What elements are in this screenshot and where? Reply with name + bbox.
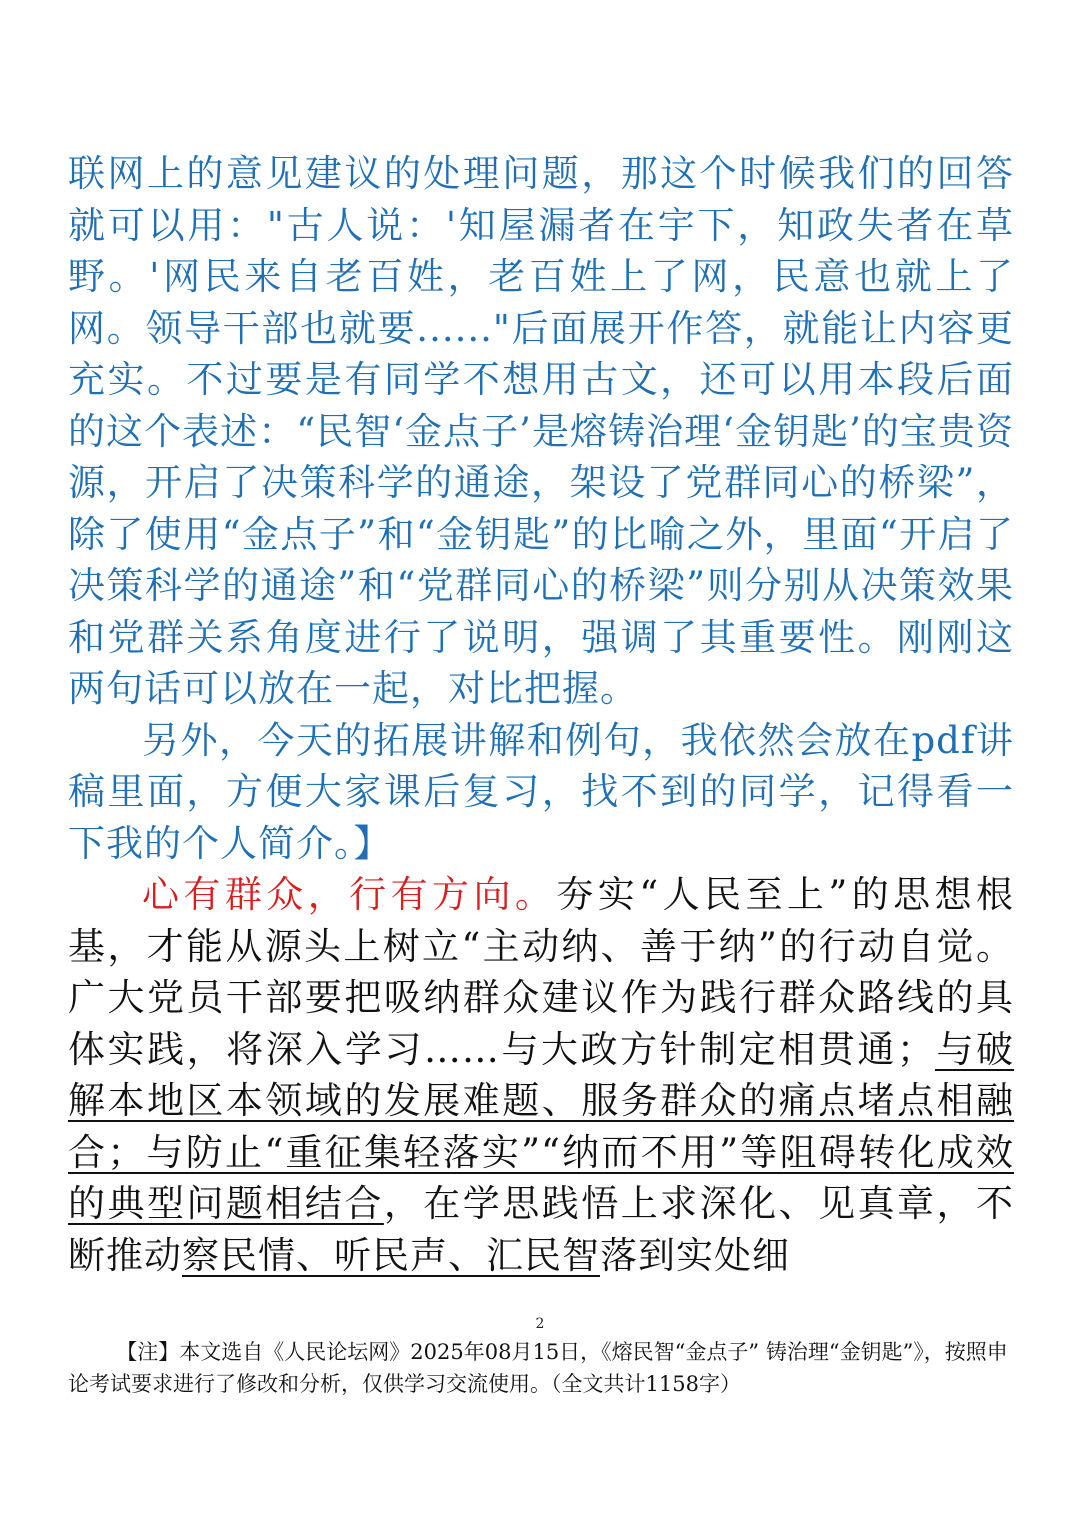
underlined-text-1: 与破解本地区本领域的发展难题、服务群众的痛点堵点相融合；与防止“重征集轻落实”“纳而不用”等阻碍转化成效的典型问题相结合 — [68, 1027, 1015, 1225]
document-body — [68, 148, 1014, 1281]
analysis-paragraph-1: 联网上的意见建议的处理问题，那这个时候我们的回答就可以用："古人说：'知屋漏者在宇下，知政失者在草野。'网民来自老百姓，老百姓上了网，民意也就上了网。领导干部也就要......"后面展开作答，就能让内容更充实。不过要是有同学不想用古文，还可以用本段后面的这个表述：“民智‘金点子’是熔铸治理‘金钥匙’的宝贵资源，开启了决策科学的通途，架设了党群同心的桥梁”，除了使用“金点子”和“金钥匙”的比喻之外，里面“开启了决策科学的通途”和“党群同心的桥梁”则分别从决策效果和党群关系角度进行了说明，强调了其重要性。刚刚这两句话可以放在一起，对比把握。 — [68, 152, 1014, 710]
article-paragraph — [68, 869, 1014, 1281]
page-number: 2 — [535, 1316, 545, 1332]
paragraph-text-2: ，在学思践悟上求深化、见真章，不断推动 — [68, 1182, 1015, 1277]
paragraph-text-1: 夯实“人民至上”的思想根基，才能从源头上树立“主动纳、善于纳”的行动自觉。广大党员干部要把吸纳群众建议作为践行群众路线的具体实践，将深入学习……与大政方针制定相贯通； — [68, 873, 1015, 1071]
paragraph-heading: 心有群众，行有方向。 — [142, 873, 557, 916]
paragraph-text-3: 落到实处细 — [600, 1233, 790, 1277]
analysis-paragraph-2: 另外，今天的拓展讲解和例句，我依然会放在pdf讲稿里面，方便大家课后复习，找不到的同学，记得看一下我的个人简介。】 — [68, 718, 1014, 865]
footnote: 【注】本文选自《人民论坛网》2025年08月15日，《熔民智“金点子” 铸治理“金钥匙”》，按照申论考试要求进行了修改和分析，仅供学习交流使用。（全文共计1158字） — [68, 1340, 1008, 1396]
underlined-text-2: 察民情、听民声、汇民智 — [182, 1233, 600, 1277]
